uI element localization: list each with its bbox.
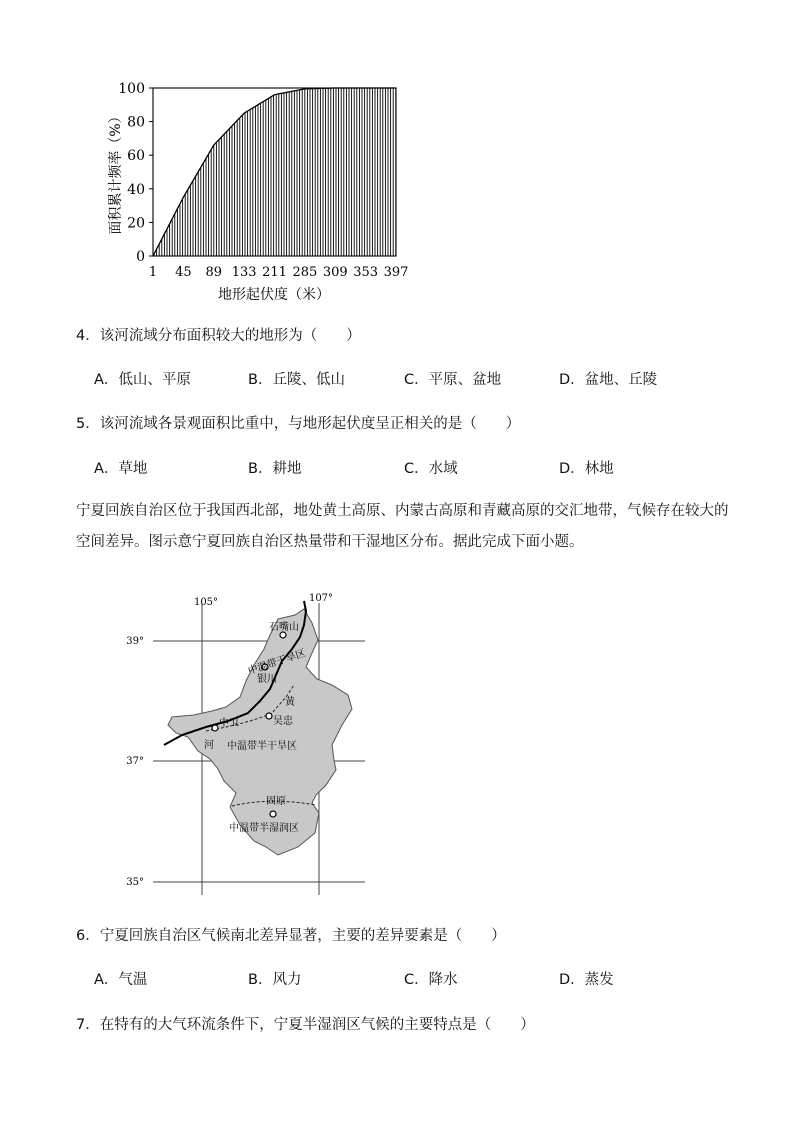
question-4-stem: 4．该河流域分布面积较大的地形为（ ）: [76, 328, 361, 344]
lon-label-105: 105°: [193, 597, 219, 608]
terrain-relief-chart: [100, 76, 410, 308]
city-marker-zhongwei: [212, 725, 218, 731]
question-6-option-b[interactable]: B．风力: [248, 972, 302, 988]
question-5-stem: 5．该河流域各景观面积比重中，与地形起伏度呈正相关的是（ ）: [76, 416, 521, 432]
question-4-option-c[interactable]: C．平原、盆地: [404, 372, 502, 388]
zone-label-arid: 中温带干旱区: [246, 648, 308, 678]
ningxia-climate-map: [120, 585, 380, 895]
place-label-guyuan: 固原: [266, 796, 286, 807]
place-label-zhongwei: 中卫: [219, 718, 239, 729]
y-tick-label: 40: [127, 181, 145, 198]
river-label-he: 河: [204, 740, 214, 751]
question-4-option-b[interactable]: B．丘陵、低山: [248, 372, 345, 388]
question-6-option-d[interactable]: D．蒸发: [559, 972, 614, 988]
question-4-option-a[interactable]: A．低山、平原: [94, 372, 191, 388]
question-4-option-d[interactable]: D．盆地、丘陵: [559, 372, 658, 388]
river-label-huang: 黄: [285, 697, 295, 708]
x-tick-label: 1: [148, 265, 158, 280]
lon-label-107: 107°: [308, 593, 334, 604]
y-tick-label: 60: [127, 148, 145, 165]
place-label-shizuishan: 石嘴山: [269, 622, 299, 633]
x-tick-label: 309: [322, 265, 348, 280]
x-tick-label: 89: [205, 265, 223, 280]
x-tick-label: 353: [353, 265, 379, 280]
question-6-option-c[interactable]: C．降水: [404, 972, 458, 988]
place-label-wuzhong: 吴忠: [273, 716, 293, 727]
x-tick-label: 285: [292, 265, 318, 280]
y-tick-label: 100: [118, 81, 145, 97]
question-5-option-d[interactable]: D．林地: [559, 461, 614, 477]
question-5-option-a[interactable]: A．草地: [94, 461, 148, 477]
question-5-option-c[interactable]: C．水域: [404, 461, 458, 477]
y-tick-label: 0: [136, 249, 145, 265]
ningxia-region-shape: [168, 609, 352, 855]
x-tick-label: 397: [383, 265, 409, 280]
city-marker-guyuan: [270, 811, 276, 817]
question-6-stem: 6．宁夏回族自治区气候南北差异显著，主要的差异要素是（ ）: [76, 928, 506, 944]
y-tick-label: 80: [127, 114, 145, 131]
lat-label-39: 39°: [126, 636, 144, 647]
x-tick-label: 45: [175, 265, 192, 280]
passage-text: 宁夏回族自治区位于我国西北部，地处黄土高原、内蒙古高原和青藏高原的交汇地带，气候存在较大的空间差异。图示意宁夏回族自治区热量带和干湿地区分布。据此完成下面小题。: [76, 503, 729, 550]
x-tick-label: 133: [231, 265, 257, 280]
place-label-yinchuan: 银川: [257, 674, 277, 685]
question-6-option-a[interactable]: A．气温: [94, 972, 148, 988]
question-5-option-b[interactable]: B．耕地: [248, 461, 302, 477]
lat-label-35: 35°: [126, 877, 144, 888]
zone-label-semi-arid: 中温带半干旱区: [227, 741, 297, 752]
y-tick-label: 20: [127, 215, 145, 232]
chart-area-hatching: [154, 88, 396, 256]
y-axis-label: 面积累计频率（%）: [108, 109, 124, 235]
question-7-stem: 7．在特有的大气环流条件下，宁夏半湿润区气候的主要特点是（ ）: [76, 1017, 535, 1033]
zone-label-semi-humid: 中温带半湿润区: [229, 823, 299, 834]
x-axis-label: 地形起伏度（米）: [218, 287, 330, 303]
x-tick-label: 211: [262, 265, 287, 280]
city-marker-wuzhong: [266, 713, 272, 719]
lat-label-37: 37°: [126, 756, 144, 767]
